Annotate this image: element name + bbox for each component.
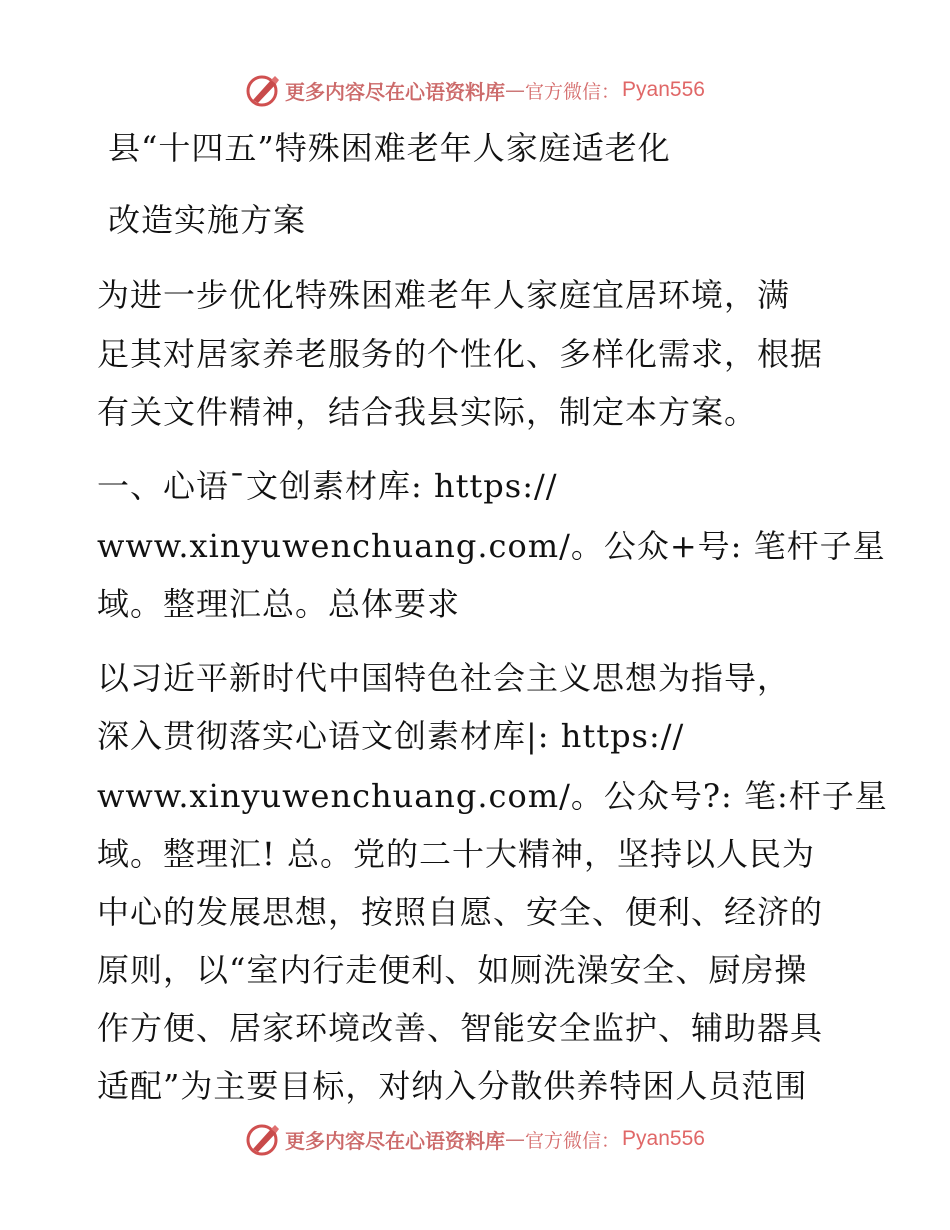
- watermark-separator: —: [505, 1127, 526, 1151]
- body-line: www.xinyuwenchuang.com/。公众+号: 笔杆子星: [97, 527, 886, 565]
- body-line: 域。整理汇总。总体要求: [97, 585, 461, 623]
- watermark-main-text: 更多内容尽在心语资料库: [285, 79, 506, 104]
- document-title-line-1: 县“十四五”特殊困难老年人家庭适老化: [108, 129, 671, 167]
- body-line: 足其对居家养老服务的个性化、多样化需求，根据: [97, 335, 824, 373]
- section-heading-line: 一、心语¯文创素材库: https://: [97, 467, 558, 505]
- body-line: 域。整理汇! 总。党的二十大精神，坚持以人民为: [97, 835, 816, 873]
- watermark-main-text: 更多内容尽在心语资料库: [285, 1128, 506, 1153]
- pen-logo-icon: [245, 72, 281, 108]
- pen-logo-icon: [245, 1121, 281, 1157]
- watermark-label: 官方微信：: [525, 80, 621, 103]
- watermark-banner-bottom: [0, 1117, 950, 1161]
- body-line: 为进一步优化特殊困难老年人家庭宜居环境，满: [97, 276, 791, 314]
- body-line: 作方便、居家环境改善、智能安全监护、辅助器具: [97, 1009, 824, 1047]
- document-title-line-2: 改造实施方案: [108, 201, 307, 239]
- body-line: 适配”为主要目标，对纳入分散供养特困人员范围: [97, 1067, 808, 1105]
- body-line: 原则，以“室内行走便利、如厕洗澡安全、厨房操: [97, 951, 808, 989]
- body-line: 深入贯彻落实心语文创素材库|: https://: [97, 717, 685, 755]
- watermark-label: 官方微信：: [525, 1129, 621, 1152]
- watermark-wechat-id: Pyan556: [622, 1127, 705, 1150]
- body-line: 有关文件精神，结合我县实际，制定本方案。: [97, 393, 758, 431]
- watermark-banner-top: [0, 68, 950, 112]
- body-line: www.xinyuwenchuang.com/。公众号?: 笔:杆子星: [97, 777, 888, 815]
- body-line: 以习近平新时代中国特色社会主义思想为指导，: [97, 659, 791, 697]
- body-line: 中心的发展思想，按照自愿、安全、便利、经济的: [97, 893, 824, 931]
- watermark-wechat-id: Pyan556: [622, 78, 705, 101]
- watermark-separator: —: [505, 78, 526, 102]
